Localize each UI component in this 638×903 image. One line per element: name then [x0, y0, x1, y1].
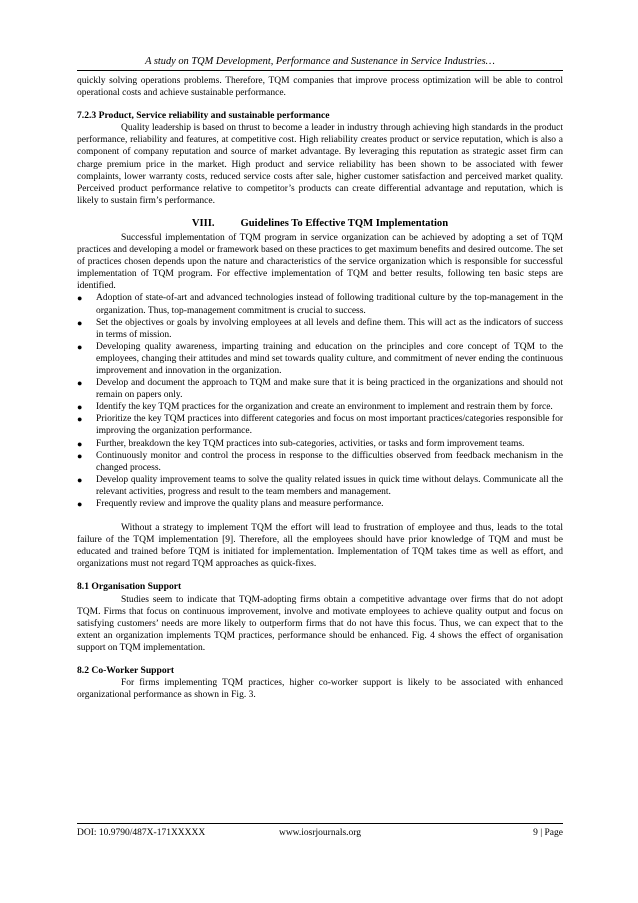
page-content: [77, 56, 563, 701]
list-item: [77, 498, 563, 510]
list-item-text: Developing quality awareness, imparting training and education on the principles and core concept of TQM to the employees, changing their attitudes and mind set towards quality culture, and commitment of never ending the continuous improvement and innovation in the organization.: [96, 341, 563, 376]
list-item-text: Set the objectives or goals by involving employees at all levels and define them. This will act as the indicators of success in terms of mission.: [96, 317, 563, 340]
strategy-paragraph: Without a strategy to implement TQM the effort will lead to frustration of employee and thus, leads to the total failure of the TQM implementation [9]. Therefore, all the employees should have prior knowledge of TQM and must be educated and trained before TQM is initiated for implementation. Implementation of TQM takes time as well as effort, and organizations must not regard TQM approaches as quick-fixes.: [77, 523, 563, 570]
bullet-icon: ●: [77, 450, 83, 461]
bullet-icon: ●: [77, 317, 83, 328]
list-item: [77, 413, 563, 437]
list-item-text: Further, breakdown the key TQM practices into sub-categories, activities, or tasks and form improvement teams.: [96, 438, 525, 449]
list-item: [77, 317, 563, 341]
section-7-2-3-heading: 7.2.3 Product, Service reliability and sustainable performance: [77, 110, 330, 122]
section-8-number: VIII.: [191, 217, 215, 229]
page-footer: [77, 823, 563, 838]
list-item: [77, 401, 563, 413]
list-item-text: Adoption of state-of-art and advanced technologies instead of following traditional culture by the top-management in the organization. Thus, top-management commitment is crucial to success.: [96, 293, 563, 316]
list-item-text: Develop quality improvement teams to solve the quality related issues in quick time without delays. Communicate all the relevant activities, progress and result to the team members and management.: [96, 474, 563, 497]
list-item: [77, 292, 563, 316]
bullet-icon: ●: [77, 341, 83, 352]
section-7-2-3-paragraph: Quality leadership is based on thrust to become a leader in industry through achieving high standards in the product performance, reliability and features, at competitive cost. High reliability creates product or service reputation, which is also a component of company reputation and source of market advantage. By leveraging this reputation as strategic asset firm can charge premium price in the market. High product and service reliability has been shown to be associated with fewer complaints, lower warranty costs, reduced service costs after sale, higher customer satisfaction and perceived market quality. Perceived product performance relative to competitor’s products can create differential advantage and reputation, which is likely to sustain firm’s performance.: [77, 123, 563, 206]
section-8-1-paragraph: Studies seem to indicate that TQM-adopting firms obtain a competitive advantage over firms that do not adopt TQM. Firms that focus on continuous improvement, involve and motivate employees to achieve quality output and focus on satisfying customers’ needs are more likely to outperform firms that do not have this focus. Thus, we can expect that to the extent an organization implements TQM practices, performance should be enhanced. Fig. 4 shows the effect of organisation support on TQM implementation.: [77, 594, 563, 653]
bullet-icon: ●: [77, 438, 83, 449]
bullet-icon: ●: [77, 474, 83, 485]
journal-website-link[interactable]: www.iosrjournals.org: [278, 828, 362, 838]
list-item-text: Develop and document the approach to TQM and make sure that it is being practiced in the organizations and should not remain on papers only.: [96, 378, 563, 401]
list-item: [77, 377, 563, 401]
list-item-text: Continuously monitor and control the process in response to the difficulties observed from feedback mechanism in the changed process.: [96, 450, 563, 473]
section-8-paragraph: Successful implementation of TQM program in service organization can be achieved by adopting a set of TQM practices and developing a model or framework based on these practices to get maximum benefits and desired outcome. The set of practices chosen depends upon the nature and characteristics of the service organization which is responsible for successful implementation of TQM program. For effective implementation of TQM and better results, following ten basic steps are identified.: [77, 232, 563, 292]
bullet-icon: ●: [77, 414, 83, 425]
list-item-text: Identify the key TQM practices for the organization and create an environment to implement and restrain them by force.: [96, 402, 553, 413]
section-8-title: Guidelines To Effective TQM Implementation: [240, 217, 449, 229]
list-item-text: Prioritize the key TQM practices into different categories and focus on most important practices/categories responsible for improving the organization performance.: [96, 414, 563, 437]
running-header: A study on TQM Development, Performance and Sustenance in Service Industries…: [77, 56, 563, 71]
list-item: [77, 438, 563, 450]
doi-text: DOI: 10.9790/487X-171XXXXX: [77, 828, 206, 838]
list-item-text: Frequently review and improve the quality plans and measure performance.: [96, 499, 384, 509]
section-8-heading: [77, 217, 563, 230]
implementation-steps-list: [77, 292, 563, 510]
list-item: [77, 474, 563, 498]
intro-paragraph: quickly solving operations problems. Therefore, TQM companies that improve process optimization will be able to control operational costs and achieve sustainable performance.: [77, 76, 563, 99]
section-8-2-paragraph: For firms implementing TQM practices, higher co-worker support is likely to be associated with enhanced organizational performance as shown in Fig. 3.: [77, 678, 563, 701]
section-8-2-heading: 8.2 Co-Worker Support: [77, 665, 175, 677]
list-item: [77, 450, 563, 474]
page-number: 9 | Page: [533, 828, 563, 838]
list-item: [77, 341, 563, 377]
bullet-icon: ●: [77, 402, 83, 413]
section-8-1-heading: 8.1 Organisation Support: [77, 581, 182, 593]
bullet-icon: ●: [77, 378, 83, 389]
bullet-icon: ●: [77, 293, 83, 304]
bullet-icon: ●: [77, 499, 83, 509]
